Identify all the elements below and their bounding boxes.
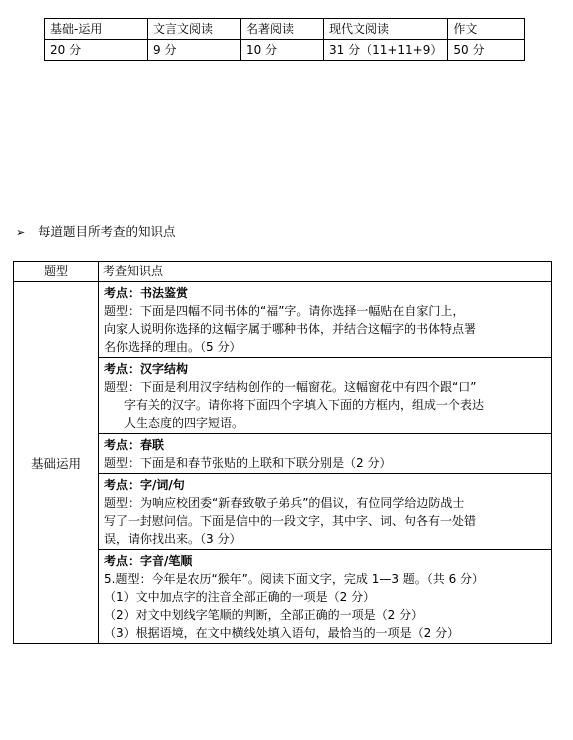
kp-item-line: 5.题型：今年是农历“猴年”。阅读下面文字，完成 1—3 题。（共 6 分） <box>104 572 485 586</box>
score-value-cell: 20 分 <box>45 40 148 61</box>
score-value-cell: 9 分 <box>148 40 241 61</box>
kp-item-line: （1）文中加点字的注音全部正确的一项是（2 分） <box>104 590 376 604</box>
score-header-cell: 文言文阅读 <box>148 19 241 40</box>
kp-item-line: 题型：下面是四幅不同书体的“福”字。请你选择一幅贴在自家门上， <box>104 304 465 318</box>
score-value-cell: 31 分（11+11+9） <box>324 40 448 61</box>
score-header-cell: 现代文阅读 <box>324 19 448 40</box>
kp-item-line: 名你选择的理由。（5 分） <box>104 340 242 354</box>
score-table-header-row <box>45 19 525 40</box>
score-header-cell: 作文 <box>448 19 525 40</box>
kp-item-line: （3）根据语境，在文中横线处填入语句，最恰当的一项是（2 分） <box>104 626 460 640</box>
arrow-bullet-icon: ➢ <box>16 226 26 239</box>
kp-header-type: 题型 <box>14 262 99 282</box>
score-table-value-row <box>45 40 525 61</box>
kp-item-pronunciation-stroke <box>99 550 552 644</box>
kp-item-title: 考点：字/词/句 <box>104 478 185 492</box>
kp-item-line: 人生态度的四字短语。 <box>124 416 245 430</box>
kp-item-title: 考点：字音/笔顺 <box>104 554 193 568</box>
kp-item-line: 字有关的汉字。请你将下面四个字填入下面的方框内，组成一个表达 <box>124 398 485 412</box>
kp-item-line: 题型：下面是利用汉字结构创作的一幅窗花。这幅窗花中有四个跟“口” <box>104 380 477 394</box>
kp-item-calligraphy <box>99 282 552 358</box>
score-value-cell: 10 分 <box>241 40 324 61</box>
kp-item-word-sentence <box>99 474 552 550</box>
kp-row <box>14 282 552 358</box>
kp-item-character-structure <box>99 358 552 434</box>
kp-item-line: 向家人说明你选择的这幅字属于哪种书体，并结合这幅字的书体特点署 <box>104 322 477 336</box>
section-heading-text: 每道题目所考查的知识点 <box>38 224 176 239</box>
kp-item-line: 写了一封慰问信。下面是信中的一段文字，其中字、词、句各有一处错 <box>104 514 477 528</box>
kp-item-line: 误，请你找出来。（3 分） <box>104 532 242 546</box>
score-header-cell: 名著阅读 <box>241 19 324 40</box>
kp-item-line: 题型：为响应校团委“新春致敬子弟兵”的倡议，有位同学给边防战士 <box>104 496 465 510</box>
kp-item-title: 考点：春联 <box>104 438 165 452</box>
kp-category-cell: 基础运用 <box>14 282 99 644</box>
kp-item-couplet <box>99 434 552 474</box>
score-table <box>44 18 525 61</box>
score-value-cell: 50 分 <box>448 40 525 61</box>
kp-item-line: 题型：下面是和春节张贴的上联和下联分别是（2 分） <box>104 456 392 470</box>
kp-item-title: 考点：汉字结构 <box>104 362 189 376</box>
kp-header-points: 考查知识点 <box>99 262 552 282</box>
kp-item-title: 考点：书法鉴赏 <box>104 286 189 300</box>
score-header-cell: 基础-运用 <box>45 19 148 40</box>
knowledge-points-table <box>13 261 552 644</box>
kp-item-line: （2）对文中划线字笔顺的判断，全部正确的一项是（2 分） <box>104 608 424 622</box>
kp-table-header-row <box>14 262 552 282</box>
section-heading <box>16 222 176 240</box>
